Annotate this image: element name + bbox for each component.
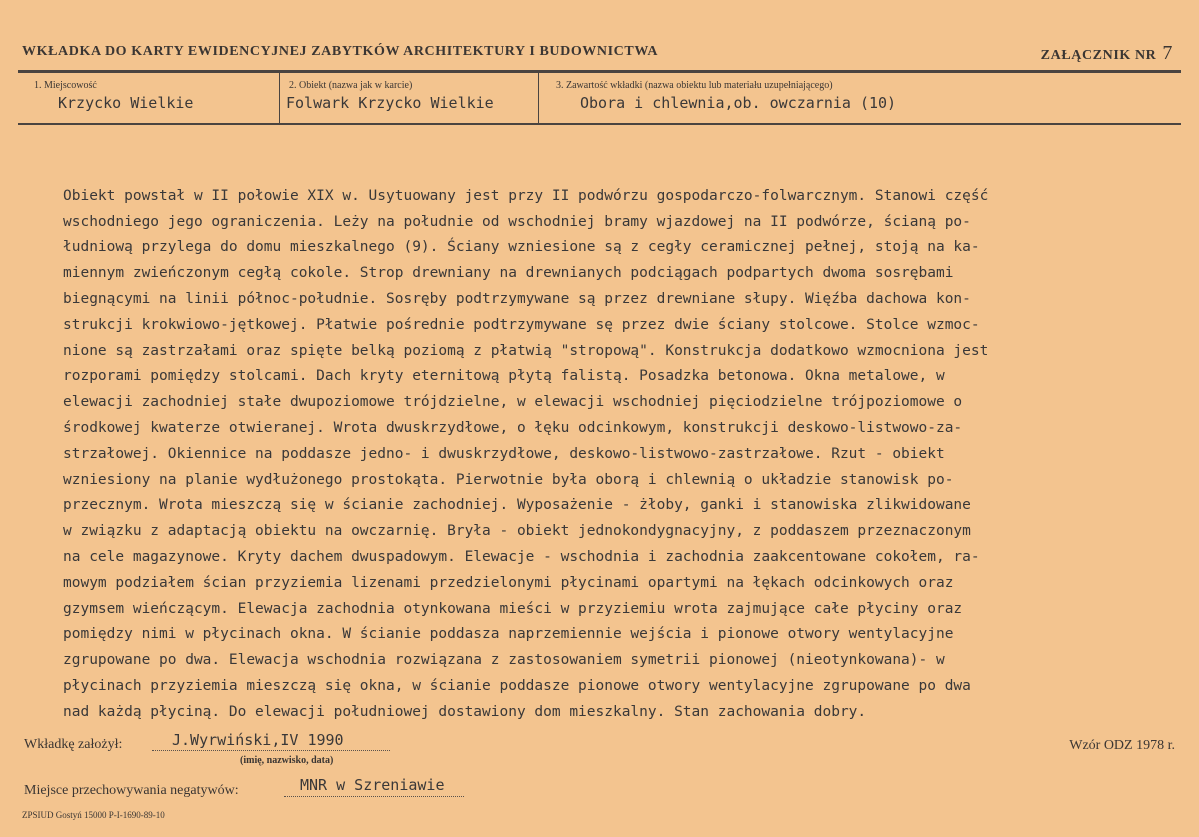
storage-value: MNR w Szreniawie [300, 776, 445, 794]
text-line: rozporami pomiędzy stolcami. Dach kryty eternitową płytą falistą. Posadzka betonowa. Okna metalowe, w [63, 368, 945, 385]
annex-number [1041, 42, 1173, 65]
text-line: biegnącymi na linii północ-południe. Sosręby podtrzymywane są przez drewniane słupy. Więźba dachowa kon- [63, 290, 971, 307]
contents-label: 3. Zawartość wkładki (nazwa obiektu lub materiału uzupełniającego) [556, 80, 833, 91]
text-line: zgrupowane po dwa. Elewacja wschodnia rozwiązana z zastosowaniem symetrii pionowej (nieotynkowana)- w [63, 652, 945, 669]
text-line: łudniową przylega do domu mieszkalnego (9). Ściany wzniesione są z cegły ceramicznej pełnej, stoją na ka- [63, 239, 980, 256]
description-text [63, 158, 1133, 751]
storage-label: Miejsce przechowywania negatywów: [24, 783, 239, 798]
annex-value: 7 [1162, 42, 1173, 64]
text-line: strzałowej. Okiennice na poddasze jedno- i dwuskrzydłowe, deskowo-listwowo-zastrzałowe. Rzut - obiekt [63, 445, 945, 462]
storage-dotted-line [284, 796, 464, 797]
field-divider [538, 72, 539, 124]
text-line: elewacji zachodniej stałe dwupoziomowe trójdzielne, w elewacji wschodniej pięciodzielne trójpoziomowe o [63, 394, 963, 411]
text-line: mowym podziałem ścian przyziemia lizenami przedzielonymi płycinami opartymi na łękach odcinkowych oraz [63, 574, 954, 591]
text-line: wschodniego jego ograniczenia. Leży na południe od wschodniej bramy wjazdowej na II podwórze, ścianą po- [63, 213, 971, 230]
text-line: wzniesiony na planie wydłużonego prostokąta. Pierwotnie była oborą i chlewnią o układzie stanowisk po- [63, 471, 954, 488]
founded-label: Wkładkę założył: [24, 737, 123, 752]
text-line: przecznym. Wrota mieszczą się w ścianie zachodniej. Wyposażenie - żłoby, ganki i stanowiska zlikwidowane [63, 497, 971, 514]
fields-bottom-rule [18, 123, 1181, 125]
text-line: miennym zwieńczonym cegłą cokole. Strop drewniany na drewnianych podciągach podpartych dwoma sosrębami [63, 265, 954, 282]
text-line: nione są zastrzałami oraz spięte belką poziomą z płatwią "stropową". Konstrukcja dodatkowo wzmocniona jest [63, 342, 989, 359]
object-value: Folwark Krzycko Wielkie [286, 94, 494, 112]
founded-hint: (imię, nazwisko, data) [240, 755, 334, 766]
text-line: środkowej kwaterze otwieranej. Wrota dwuskrzydłowe, o łęku odcinkowym, konstrukcji deskowo-listwowo-za- [63, 419, 963, 436]
field-divider [279, 72, 280, 124]
text-line: gzymsem wieńczącym. Elewacja zachodnia otynkowana mieści w przyziemiu wrota zajmujące całe płyciny oraz [63, 600, 963, 617]
founded-value: J.Wyrwiński,IV 1990 [172, 731, 344, 749]
annex-label: ZAŁĄCZNIK NR [1040, 48, 1157, 63]
print-note: ZPSIUD Gostyń 15000 P-I-1690-89-10 [22, 810, 165, 820]
document-title: WKŁADKA DO KARTY EWIDENCYJNEJ ZABYTKÓW ARCHITEKTURY I BUDOWNICTWA [22, 44, 659, 59]
locality-label: 1. Miejscowość [34, 80, 97, 91]
object-label: 2. Obiekt (nazwa jak w karcie) [289, 80, 413, 91]
text-line: w związku z adaptacją obiektu na owczarnię. Bryła - obiekt jednokondygnacyjny, z poddaszem przeznaczonym [63, 523, 971, 540]
text-line: nad każdą płyciną. Do elewacji południowej dostawiony dom mieszkalny. Stan zachowania dobry. [63, 703, 867, 720]
text-line: strukcji krokwiowo-jętkowej. Płatwie pośrednie podtrzymywane sę przez dwie ściany stolcowe. Stolce wzmoc- [63, 316, 980, 333]
locality-value: Krzycko Wielkie [58, 94, 194, 112]
text-line: Obiekt powstał w II połowie XIX w. Usytuowany jest przy II podwórzu gospodarczo-folwarcznym. Stanowi część [63, 187, 989, 204]
text-line: płycinach przyziemia mieszczą się okna, w ścianie poddasze pionowe otwory wentylacyjne zgrupowane po dwa [63, 677, 971, 694]
contents-value: Obora i chlewnia,ob. owczarnia (10) [580, 94, 897, 112]
template-note: Wzór ODZ 1978 r. [1069, 738, 1175, 753]
top-rule [18, 70, 1181, 73]
text-line: pomiędzy nimi w płycinach okna. W ścianie poddasza naprzemiennie wejścia i pionowe otwory wentylacyjne [63, 626, 954, 643]
text-line: na cele magazynowe. Kryty dachem dwuspadowym. Elewacje - wschodnia i zachodnia zaakcentowane cokołem, ra- [63, 548, 980, 565]
founded-dotted-line [152, 750, 390, 751]
